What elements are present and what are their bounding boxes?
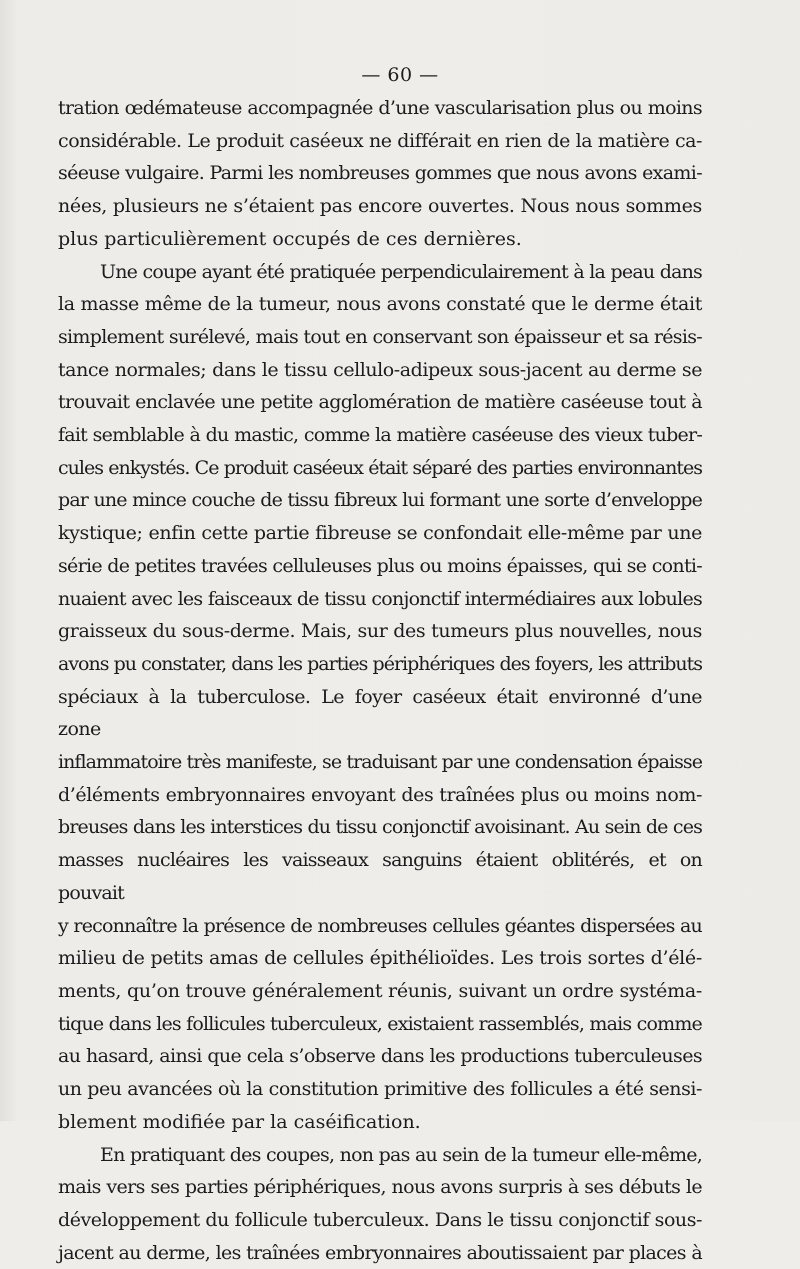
text-line: avons pu constater, dans les parties périphériques des foyers, les attributs (58, 648, 702, 681)
text-line: blement modifiée par la caséification. (58, 1106, 702, 1139)
text-line: graisseux du sous-derme. Mais, sur des tumeurs plus nouvelles, nous (58, 615, 702, 648)
text-line: mais vers ses parties périphériques, nous avons surpris à ses débuts le (58, 1171, 702, 1204)
text-line: breuses dans les interstices du tissu conjonctif avoisinant. Au sein de ces (58, 811, 702, 844)
text-line: d’éléments embryonnaires envoyant des traînées plus ou moins nom- (58, 779, 702, 812)
text-line: y reconnaître la présence de nombreuses cellules géantes dispersées au (58, 910, 702, 943)
text-line: plus particulièrement occupés de ces dernières. (58, 223, 702, 256)
text-line: milieu de petits amas de cellules épithélioïdes. Les trois sortes d’élé- (58, 942, 702, 975)
text-line: trouvait enclavée une petite agglomération de matière caséeuse tout à (58, 386, 702, 419)
text-line: série de petites travées celluleuses plus ou moins épaisses, qui se conti- (58, 550, 702, 583)
text-line: En pratiquant des coupes, non pas au sein de la tumeur elle-même, (58, 1139, 702, 1172)
paragraph-3 (58, 1139, 702, 1269)
body-text (58, 92, 702, 1269)
text-line: au hasard, ainsi que cela s’observe dans les productions tuberculeuses (58, 1040, 702, 1073)
text-line: Une coupe ayant été pratiquée perpendiculairement à la peau dans (58, 256, 702, 289)
text-line: un peu avancées où la constitution primitive des follicules a été sensi- (58, 1073, 702, 1106)
text-line: spéciaux à la tuberculose. Le foyer caséeux était environné d’une zone (58, 681, 702, 746)
text-line: nuaient avec les faisceaux de tissu conjonctif intermédiaires aux lobules (58, 583, 702, 616)
text-line: la masse même de la tumeur, nous avons constaté que le derme était (58, 288, 702, 321)
text-line: simplement surélevé, mais tout en conservant son épaisseur et sa résis- (58, 321, 702, 354)
text-line: tique dans les follicules tuberculeux, existaient rassemblés, mais comme (58, 1008, 702, 1041)
text-line: nées, plusieurs ne s’étaient pas encore ouvertes. Nous nous sommes (58, 190, 702, 223)
paragraph-2 (58, 256, 702, 1139)
text-line: cules enkystés. Ce produit caséeux était séparé des parties environnantes (58, 452, 702, 485)
text-line: kystique; enfin cette partie fibreuse se confondait elle-même par une (58, 517, 702, 550)
text-line: séeuse vulgaire. Parmi les nombreuses gommes que nous avons exami- (58, 157, 702, 190)
text-line: jacent au derme, les traînées embryonnaires aboutissaient par places à (58, 1237, 702, 1269)
page-number: — 60 — (0, 64, 800, 86)
text-line: développement du follicule tuberculeux. Dans le tissu conjonctif sous- (58, 1204, 702, 1237)
text-line: ments, qu’on trouve généralement réunis, suivant un ordre systéma- (58, 975, 702, 1008)
text-line: masses nucléaires les vaisseaux sanguins étaient oblitérés, et on pouvait (58, 844, 702, 909)
paragraph-1 (58, 92, 702, 256)
text-line: par une mince couche de tissu fibreux lui formant une sorte d’enveloppe (58, 484, 702, 517)
text-line: tance normales; dans le tissu cellulo-adipeux sous-jacent au derme se (58, 354, 702, 387)
text-line: inflammatoire très manifeste, se traduisant par une condensation épaisse (58, 746, 702, 779)
text-line: fait semblable à du mastic, comme la matière caséeuse des vieux tuber- (58, 419, 702, 452)
text-line: considérable. Le produit caséeux ne différait en rien de la matière ca- (58, 125, 702, 158)
text-line: tration œdémateuse accompagnée d’une vascularisation plus ou moins (58, 92, 702, 125)
